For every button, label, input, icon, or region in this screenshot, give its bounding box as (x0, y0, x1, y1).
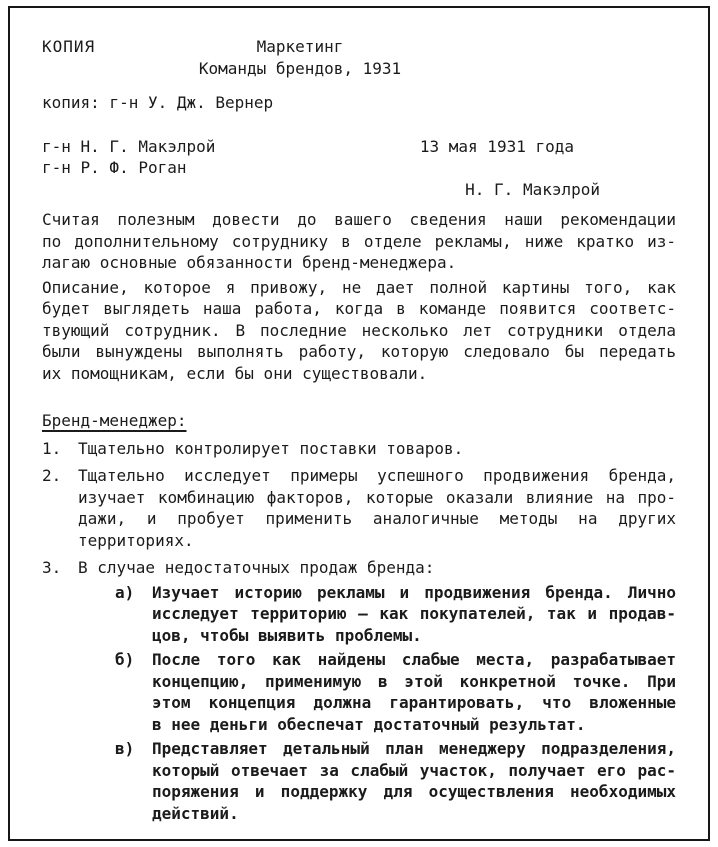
doc-title-line-1: Маркетинг (256, 37, 344, 56)
sub-item-b (115, 649, 676, 735)
sub-item-line: поряжения и поддержку для осуществления необходимых (152, 782, 676, 801)
sub-item-line: Изучает историю рекламы и продвижения бренда. Лично (152, 582, 676, 602)
item-line: Тщательно контролирует поставки товаров. (78, 438, 464, 458)
paragraph-line: твующий сотрудник. В последние несколько лет сотрудники отдела (42, 320, 676, 340)
paragraph-line: лагаю основные обязанности бренд-менеджера. (42, 253, 457, 272)
sub-item-line: исследует территорию — как покупателей, так и продав- (152, 604, 676, 623)
paragraph-line: Считая полезным довести до вашего сведения наши рекомендации (42, 210, 676, 229)
sub-item-marker: б) (115, 650, 135, 669)
document-header (42, 36, 676, 79)
title-block (42, 36, 558, 79)
sub-item-line: действий. (152, 803, 239, 823)
addressee-list (42, 136, 215, 179)
body-paragraph (42, 209, 676, 274)
paragraph-line: их помощникам, если бы они существовали. (42, 363, 428, 383)
item-line: Тщательно исследует примеры успешного продвижения бренда, (78, 466, 676, 485)
item-line: дажи, и пробует применить аналогичные методы на других (78, 509, 676, 528)
doc-title-line-2: Команды брендов, 1931 (198, 58, 402, 78)
sub-item-marker: в) (115, 739, 135, 758)
sub-item-a (115, 582, 676, 647)
sub-item-line: концепцию, применимую в этой конкретной точке. При (152, 671, 676, 691)
body-paragraph (42, 277, 676, 385)
list-item-2 (42, 465, 676, 551)
copy-recipient-line: копия: г-н У. Дж. Вернер (42, 93, 274, 112)
addressee-line: г-н Н. Г. Макэлрой (42, 136, 216, 156)
item-marker: 3. (42, 558, 62, 577)
sub-item-line: в нее деньги обеспечат достаточный результат. (152, 714, 586, 734)
addressee-line: г-н Р. Ф. Роган (42, 158, 187, 177)
doc-date: 13 мая 1931 года (419, 136, 574, 156)
signature-name: Н. Г. Макэлрой (465, 179, 600, 199)
item-marker: 1. (42, 438, 62, 458)
item-line: территориях. (78, 530, 194, 550)
sub-item-line: цов, чтобы выявить проблемы. (152, 625, 422, 645)
sub-item-v (115, 738, 676, 824)
paragraph-line: Описание, которое я привожу, не дает полной картины того, как (42, 277, 676, 297)
sub-item-line: этом концепция должна гарантировать, что вложенные (152, 693, 676, 712)
copy-stamp: КОПИЯ (42, 37, 96, 56)
sub-item-marker: а) (115, 582, 135, 602)
paragraph-line: будет выглядеть наша работа, когда в команде появится соответс- (42, 299, 676, 318)
paragraph-line: были вынуждены выполнять работу, которую следовало бы передать (42, 342, 676, 361)
paragraph-line: по дополнительному сотруднику в отделе рекламы, ниже кратко из- (42, 231, 676, 251)
item-marker: 2. (42, 466, 62, 485)
sub-item-line: После того как найдены слабые места, разрабатывает (152, 650, 676, 669)
sub-item-line: Представляет детальный план менеджеру подразделения, (152, 739, 676, 758)
sub-item-line: который отвечает за слабый участок, получает его рас- (152, 760, 676, 780)
list-item-1 (42, 438, 676, 460)
item-line: В случае недостаточных продаж бренда: (78, 558, 435, 577)
addressee-block (42, 136, 676, 179)
document-page (8, 6, 710, 841)
list-item-3 (42, 557, 676, 579)
item-line: изучает комбинацию факторов, которые оказали влияние на про- (78, 487, 676, 507)
section-heading: Бренд-менеджер: (42, 411, 187, 430)
